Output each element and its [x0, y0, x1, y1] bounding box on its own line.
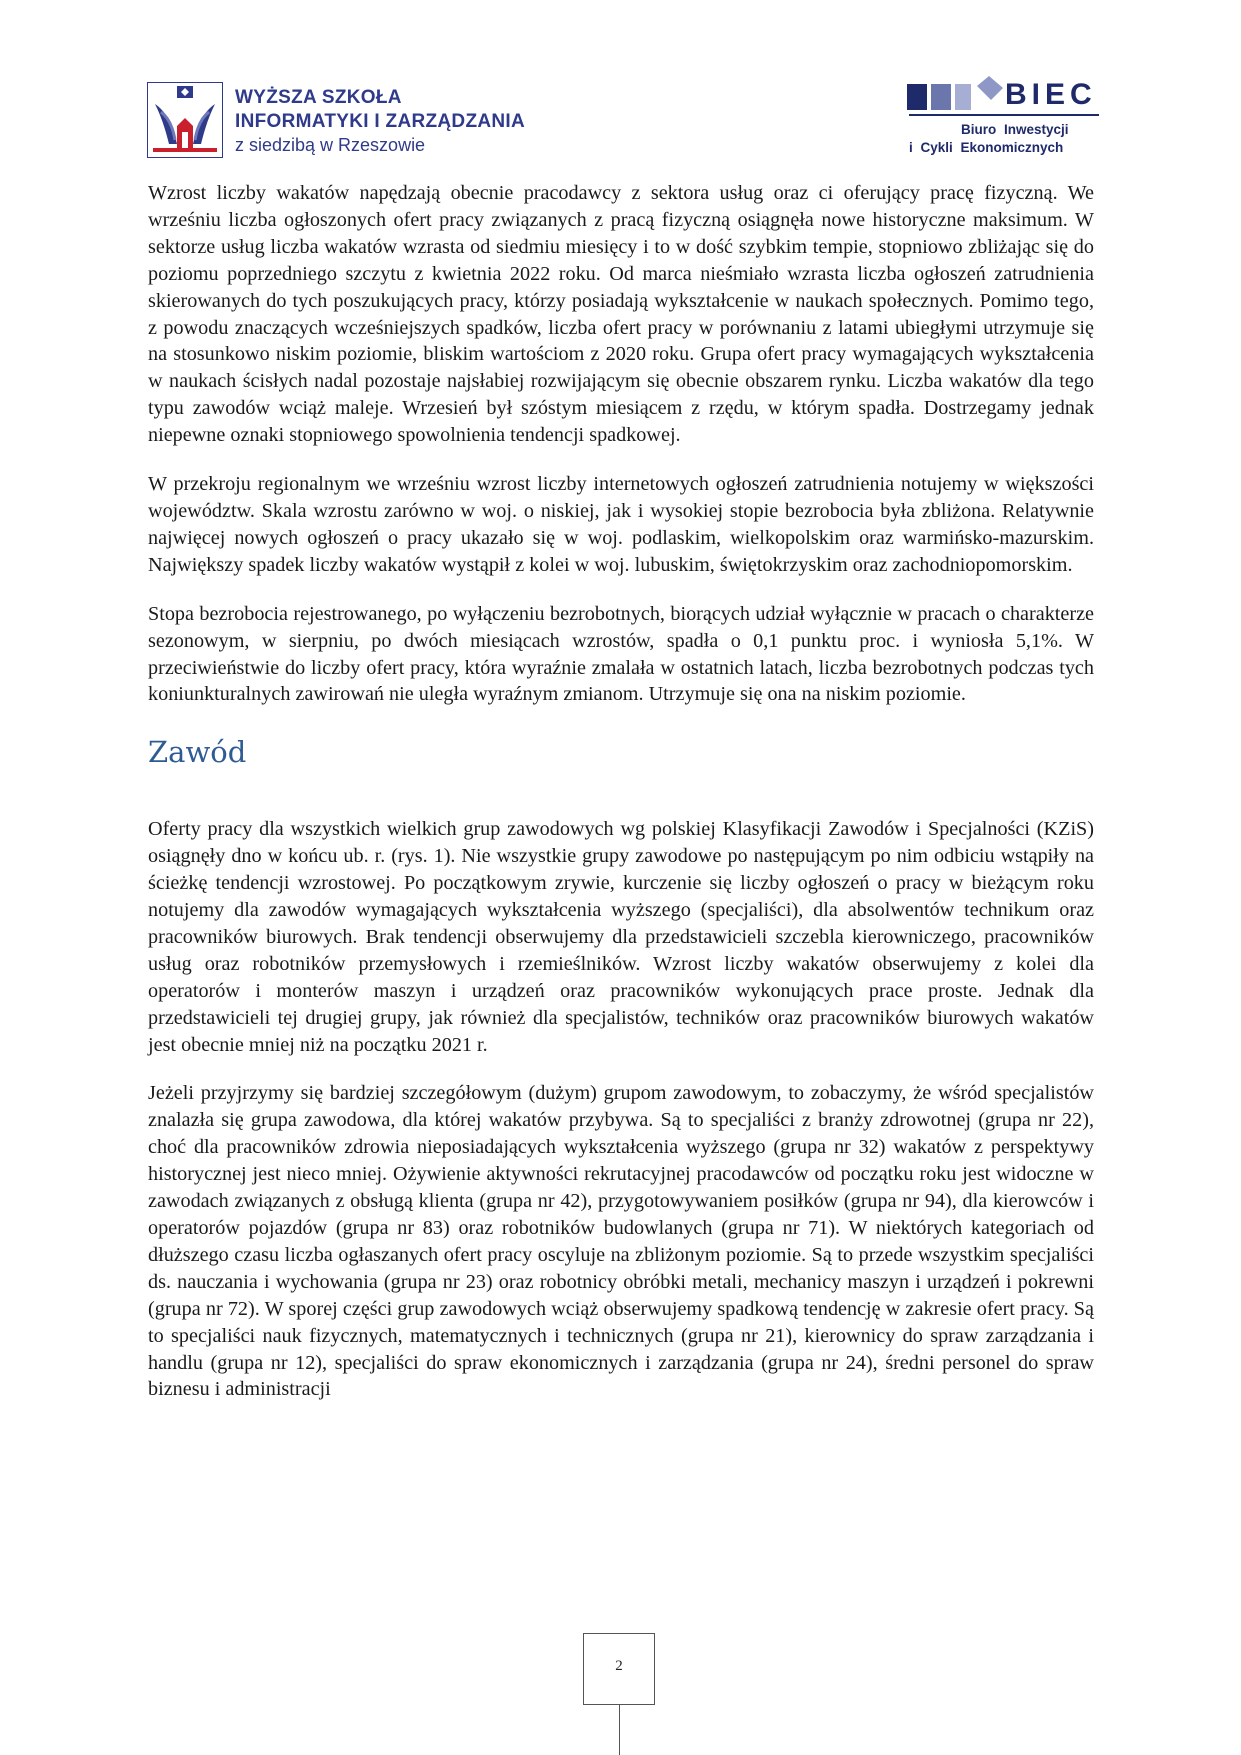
biec-line2: i Cykli Ekonomicznych	[909, 140, 1064, 155]
page-header	[0, 0, 1241, 170]
paragraph-regional: W przekroju regionalnym we wrześniu wzrost liczby internetowych ogłoszeń zatrudnienia notujemy w większości województw. Skala wzrostu zarówno w woj. o niskiej, jak i wysokiej stopie bezrobocia była zbliżona. Relatywnie najwięcej nowych ogłoszeń o pracy ukazało się w woj. podlaskim, wielkopolskim oraz warmińsko-mazurskim. Największy spadek liczby wakatów wystąpił z kolei w woj. lubuskim, świętokrzyskim oraz zachodniopomorskim.	[148, 473, 1094, 576]
page-number: 2	[615, 1658, 623, 1674]
wsiz-logo-line3: z siedzibą w Rzeszowie	[235, 135, 426, 155]
biec-logo	[905, 74, 1105, 160]
biec-line1: Biuro Inwestycji	[961, 122, 1069, 137]
paragraph-detailed-groups: Jeżeli przyjrzymy się bardziej szczegółowym (dużym) grupom zawodowym, to zobaczymy, że wśród specjalistów znalazła się grupa zawodowa, dla której wakatów przybywa. Są to specjaliści z branży zdrowotnej (grupa nr 22), choć dla pracowników zdrowia nieposiadających wykształcenia wyższego (grupa nr 32) wakatów z perspektywy historycznej jest nieco mniej. Ożywienie aktywności rekrutacyjnej pracodawców od początku roku jest widoczne w zawodach związanych z obsługą klienta (grupa nr 42), przygotowywaniem posiłków (grupa nr 94), dla kierowców i operatorów pojazdów (grupa nr 83) oraz robotników budowlanych (grupa nr 71). W niektórych kategoriach od dłuższego czasu liczba ogłaszanych ofert pracy oscyluje na zbliżonym poziomie. Są to przede wszystkim specjaliści ds. nauczania i wychowania (grupa nr 23) oraz robotnicy obróbki metali, mechanicy maszyn i urządzeń i pokrewni (grupa nr 72). W sporej części grup zawodowych wciąż obserwujemy spadkową tendencję w zakresie ofert pracy. Są to specjaliści nauk fizycznych, matematycznych i technicznych (grupa nr 21), kierownicy do spraw zarządzania i handlu (grupa nr 12), specjaliści do spraw ekonomicznych i zarządzania (grupa nr 24), średni personel do spraw biznesu i administracji	[148, 1082, 1094, 1401]
paragraph-job-offers-sectors: Wzrost liczby wakatów napędzają obecnie pracodawcy z sektora usług oraz ci oferujący pracę fizyczną. We wrześniu liczba ogłoszonych ofert pracy związanych z pracą fizyczną osiągnęła nowe historyczne maksimum. W sektorze usług liczba wakatów wzrasta od siedmiu miesięcy i to w dość szybkim tempie, stopniowo zbliżając się do poziomu poprzedniego szczytu z kwietnia 2022 roku. Od marca nieśmiało wzrasta liczba ogłoszeń zatrudnienia skierowanych do tych poszukujących pracy, którzy posiadają wykształcenie w naukach społecznych. Pomimo tego, z powodu znaczących wcześniejszych spadków, liczba ofert pracy w porównaniu z latami ubiegłymi utrzymuje się na stosunkowo niskim poziomie, bliskim wartościom z 2020 roku. Grupa ofert pracy wymagających wykształcenia w naukach ścisłych nadal pozostaje najsłabiej rozwijającym się obecnie obszarem rynku. Liczba wakatów dla tego typu zawodów wciąż maleje. Wrzesień był szóstym miesiącem z rzędu, w którym spadła. Dostrzegamy jednak niepewne oznaki stopniowego spowolnienia tendencji spadkowej.	[148, 182, 1094, 447]
page-body	[148, 180, 1094, 1403]
biec-mark-icon	[905, 74, 1005, 114]
section-heading-zawod: Zawód	[148, 735, 247, 770]
wsiz-logo-line1: WYŻSZA SZKOŁA	[235, 87, 402, 108]
wsiz-logo	[147, 82, 539, 158]
biec-acronym: BIEC	[1005, 78, 1097, 111]
wsiz-emblem-icon	[147, 82, 223, 158]
wsiz-logo-line2: INFORMATYKI I ZARZĄDZANIA	[235, 111, 526, 132]
paragraph-occupation-groups: Oferty pracy dla wszystkich wielkich grup zawodowych wg polskiej Klasyfikacji Zawodów i Specjalności (KZiS) osiągnęły dno w końcu ub. r. (rys. 1). Nie wszystkie grupy zawodowe po następującym po nim odbiciu wstąpiły na ścieżkę tendencji wzrostowej. Po początkowym zrywie, kurczenie się liczby ogłoszeń o pracy w bieżącym roku notujemy dla zawodów wymagających wykształcenia wyższego (specjaliści), dla absolwentów technikum oraz pracowników biurowych. Brak tendencji obserwujemy dla przedstawicieli szczebla kierowniczego, pracowników usług oraz robotników przemysłowych i rzemieślników. Wzrost liczby wakatów obserwujemy z kolei dla operatorów i monterów maszyn i urządzeń oraz pracowników wykonujących prace proste. Jednak dla przedstawicieli tej drugiej grupy, jak również dla specjalistów, techników oraz pracowników biurowych wakatów jest obecnie mniej niż na początku 2021 r.	[148, 818, 1094, 1056]
page-number-line	[619, 1705, 620, 1755]
paragraph-unemployment: Stopa bezrobocia rejestrowanego, po wyłączeniu bezrobotnych, biorących udział wyłącznie w pracach o charakterze sezonowym, w sierpniu, po dwóch miesiącach wzrostów, spadła o 0,1 punktu proc. i wyniosła 5,1%. W przeciwieństwie do liczby ofert pracy, która wyraźnie zmalała w ostatnich latach, liczba bezrobotnych podczas tych koniunkturalnych zawirowań nie uległa wyraźnym zmianom. Utrzymuje się ona na niskim poziomie.	[148, 602, 1094, 706]
biec-rule	[909, 114, 1099, 116]
page-number-box	[583, 1633, 655, 1705]
